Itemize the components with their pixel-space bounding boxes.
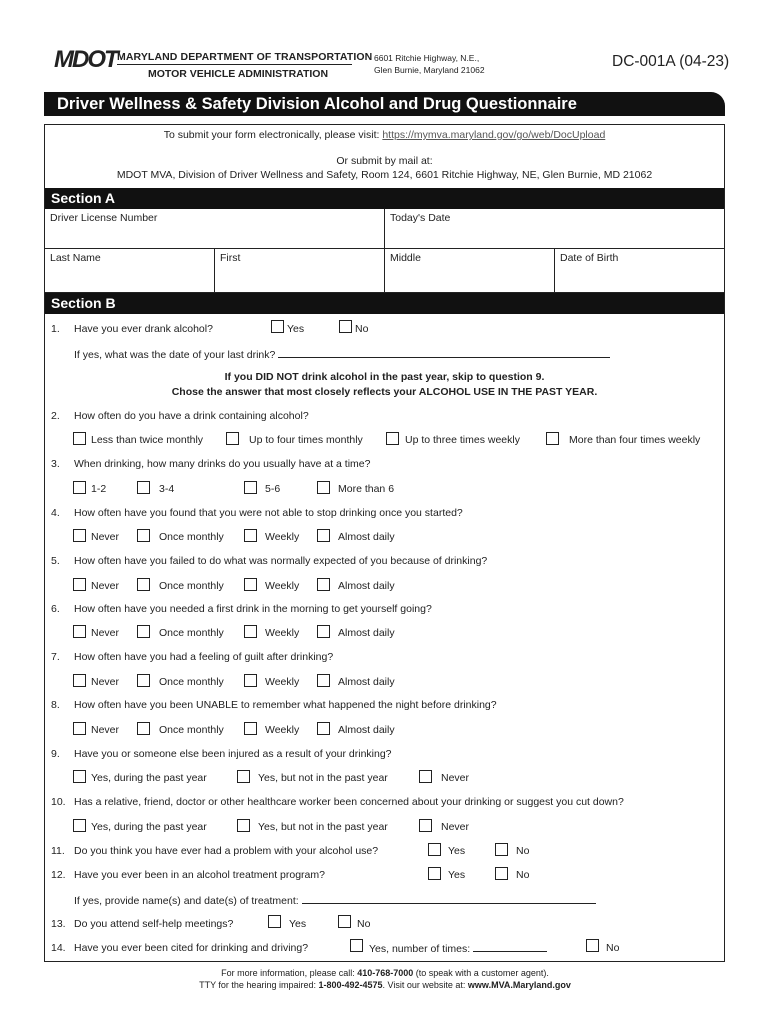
q7-daily-label: Almost daily (338, 676, 395, 688)
q9-opt1-label: Yes, during the past year (91, 772, 207, 784)
q7-daily-checkbox[interactable] (317, 674, 330, 687)
q8-weekly-label: Weekly (265, 724, 300, 736)
q13-yes-checkbox[interactable] (268, 915, 281, 928)
q9-text: Have you or someone else been injured as a result of your drinking? (74, 748, 392, 760)
q7-weekly-checkbox[interactable] (244, 674, 257, 687)
q10-opt1-label: Yes, during the past year (91, 821, 207, 833)
q2-opt4-label: More than four times weekly (569, 434, 701, 446)
q1-text: Have you ever drank alcohol? (74, 323, 213, 335)
q12-followup (74, 894, 596, 907)
q9-opt2-label: Yes, but not in the past year (258, 772, 388, 784)
q8-never-checkbox[interactable] (73, 722, 86, 735)
q1-no-label: No (355, 323, 369, 335)
q10-opt3-label: Never (441, 821, 470, 833)
q12-followup-line[interactable] (302, 894, 596, 904)
middle-name-field[interactable] (385, 249, 555, 293)
q10-opt1-checkbox[interactable] (73, 819, 86, 832)
middle-name-label: Middle (390, 252, 421, 264)
q8-monthly-checkbox[interactable] (137, 722, 150, 735)
first-name-field[interactable] (215, 249, 385, 293)
footer-tty-phone: 1-800-492-4575 (318, 980, 383, 990)
q10-opt3-checkbox[interactable] (419, 819, 432, 832)
q14-no-checkbox[interactable] (586, 939, 599, 952)
q3-opt3-checkbox[interactable] (244, 481, 257, 494)
q2-opt3-checkbox[interactable] (386, 432, 399, 445)
q3-opt2-label: 3-4 (159, 483, 175, 495)
mail-line-1: Or submit by mail at: (336, 155, 433, 167)
q12-number: 12. (51, 869, 66, 881)
q12-no-label: No (516, 869, 530, 881)
q2-number: 2. (51, 410, 60, 422)
q8-monthly-label: Once monthly (159, 724, 224, 736)
q5-number: 5. (51, 555, 60, 567)
q8-never-label: Never (91, 724, 120, 736)
q7-number: 7. (51, 651, 60, 663)
submit-online-line (44, 129, 725, 141)
q1-followup-text: If yes, what was the date of your last drink? (74, 349, 276, 361)
upload-link[interactable]: https://mymva.maryland.gov/go/web/DocUpload (382, 129, 606, 141)
q7-monthly-checkbox[interactable] (137, 674, 150, 687)
q4-monthly-label: Once monthly (159, 531, 224, 543)
q4-monthly-checkbox[interactable] (137, 529, 150, 542)
q6-weekly-checkbox[interactable] (244, 625, 257, 638)
q3-opt4-checkbox[interactable] (317, 481, 330, 494)
q5-daily-label: Almost daily (338, 580, 395, 592)
q4-daily-label: Almost daily (338, 531, 395, 543)
last-name-field[interactable] (45, 249, 215, 293)
q6-never-label: Never (91, 627, 120, 639)
q4-number: 4. (51, 507, 60, 519)
q9-number: 9. (51, 748, 60, 760)
q11-no-label: No (516, 845, 530, 857)
footer-line-1 (0, 968, 770, 978)
q11-yes-checkbox[interactable] (428, 843, 441, 856)
q10-number: 10. (51, 796, 66, 808)
q13-no-checkbox[interactable] (338, 915, 351, 928)
footer-phone: 410-768-7000 (357, 968, 414, 978)
date-label: Today's Date (390, 212, 451, 224)
q3-opt4-label: More than 6 (338, 483, 395, 495)
header-address (374, 52, 485, 76)
q8-daily-checkbox[interactable] (317, 722, 330, 735)
q4-never-checkbox[interactable] (73, 529, 86, 542)
q2-opt4-checkbox[interactable] (546, 432, 559, 445)
q4-weekly-checkbox[interactable] (244, 529, 257, 542)
q5-daily-checkbox[interactable] (317, 578, 330, 591)
q5-never-label: Never (91, 580, 120, 592)
first-name-label: First (220, 252, 241, 264)
department-name: MARYLAND DEPARTMENT OF TRANSPORTATION (117, 51, 373, 63)
q12-yes-checkbox[interactable] (428, 867, 441, 880)
q9-opt3-checkbox[interactable] (419, 770, 432, 783)
q6-weekly-label: Weekly (265, 627, 300, 639)
dob-field[interactable] (555, 249, 724, 293)
q9-opt3-label: Never (441, 772, 470, 784)
q11-yes-label: Yes (448, 845, 466, 857)
q6-text: How often have you needed a first drink in the morning to get yourself going? (74, 603, 432, 615)
q10-opt2-checkbox[interactable] (237, 819, 250, 832)
address-line-2: Glen Burnie, Maryland 21062 (374, 65, 485, 75)
q3-opt1-checkbox[interactable] (73, 481, 86, 494)
q9-opt2-checkbox[interactable] (237, 770, 250, 783)
q1-followup-line[interactable] (278, 348, 610, 358)
q2-opt2-checkbox[interactable] (226, 432, 239, 445)
last-name-label: Last Name (50, 252, 101, 264)
footer-line-2 (0, 980, 770, 990)
q12-no-checkbox[interactable] (495, 867, 508, 880)
footer-tty-prefix: TTY for the hearing impaired: (199, 980, 319, 990)
q14-yes-label (369, 942, 547, 955)
header-divider (117, 64, 352, 65)
license-field[interactable] (45, 209, 385, 249)
q2-opt2-label: Up to four times monthly (249, 434, 363, 446)
q1-number: 1. (51, 323, 60, 335)
skip-note-2: Chose the answer that most closely reflects your ALCOHOL USE IN THE PAST YEAR. (171, 386, 598, 398)
q13-no-label: No (357, 918, 371, 930)
q14-yes-checkbox[interactable] (350, 939, 363, 952)
q13-number: 13. (51, 918, 66, 930)
q14-text: Have you ever been cited for drinking and driving? (74, 942, 309, 954)
q1-yes-checkbox[interactable] (271, 320, 284, 333)
q10-text: Has a relative, friend, doctor or other healthcare worker been concerned about your drinking or suggest you cut down? (74, 796, 624, 808)
q10-opt2-label: Yes, but not in the past year (258, 821, 388, 833)
q3-opt2-checkbox[interactable] (137, 481, 150, 494)
form-title: Driver Wellness & Safety Division Alcohol and Drug Questionnaire (44, 92, 725, 116)
q12-yes-label: Yes (448, 869, 466, 881)
mdot-logo: MDOT (54, 46, 117, 73)
footer-tty-mid: . Visit our website at: (382, 980, 468, 990)
q2-opt3-label: Up to three times weekly (405, 434, 520, 446)
form-number: DC-001A (04-23) (612, 53, 730, 70)
q12-text: Have you ever been in an alcohol treatment program? (74, 869, 325, 881)
q1-yes-label: Yes (287, 323, 305, 335)
q8-text: How often have you been UNABLE to remember what happened the night before drinking? (74, 699, 497, 711)
q5-never-checkbox[interactable] (73, 578, 86, 591)
q3-opt3-label: 5-6 (265, 483, 281, 495)
q6-monthly-checkbox[interactable] (137, 625, 150, 638)
dob-label: Date of Birth (560, 252, 619, 264)
q1-followup (74, 348, 610, 361)
section-a-header: Section A (45, 188, 724, 209)
footer-website-link[interactable]: www.MVA.Maryland.gov (467, 980, 571, 990)
mail-line-2: MDOT MVA, Division of Driver Wellness and Safety, Room 124, 6601 Ritchie Highway, NE, Glen Burnie, MD 21062 (116, 169, 653, 181)
q3-number: 3. (51, 458, 60, 470)
q12-followup-text: If yes, provide name(s) and date(s) of treatment: (74, 895, 299, 907)
q4-weekly-label: Weekly (265, 531, 300, 543)
q5-weekly-label: Weekly (265, 580, 300, 592)
administration-name: MOTOR VEHICLE ADMINISTRATION (148, 68, 329, 80)
q5-text: How often have you failed to do what was normally expected of you because of drinking? (74, 555, 488, 567)
q14-number: 14. (51, 942, 66, 954)
footer-call-suffix: (to speak with a customer agent). (413, 968, 549, 978)
q8-weekly-checkbox[interactable] (244, 722, 257, 735)
submit-prefix: To submit your form electronically, please visit: (163, 129, 383, 141)
q14-no-label: No (606, 942, 620, 954)
q6-monthly-label: Once monthly (159, 627, 224, 639)
skip-note-1: If you DID NOT drink alcohol in the past year, skip to question 9. (224, 371, 545, 383)
q11-no-checkbox[interactable] (495, 843, 508, 856)
q6-daily-checkbox[interactable] (317, 625, 330, 638)
q8-daily-label: Almost daily (338, 724, 395, 736)
license-label: Driver License Number (50, 212, 158, 224)
address-line-1: 6601 Ritchie Highway, N.E., (374, 53, 480, 63)
q7-monthly-label: Once monthly (159, 676, 224, 688)
q13-yes-label: Yes (289, 918, 307, 930)
q14-yes-text: Yes, number of times: (369, 943, 471, 955)
q2-opt1-checkbox[interactable] (73, 432, 86, 445)
q1-no-checkbox[interactable] (339, 320, 352, 333)
q2-text: How often do you have a drink containing alcohol? (74, 410, 309, 422)
q6-never-checkbox[interactable] (73, 625, 86, 638)
q5-monthly-label: Once monthly (159, 580, 224, 592)
q13-text: Do you attend self-help meetings? (74, 918, 234, 930)
q3-text: When drinking, how many drinks do you usually have at a time? (74, 458, 371, 470)
q7-never-checkbox[interactable] (73, 674, 86, 687)
q7-weekly-label: Weekly (265, 676, 300, 688)
q3-opt1-label: 1-2 (91, 483, 107, 495)
section-b-header: Section B (45, 293, 724, 314)
q7-text: How often have you had a feeling of guilt after drinking? (74, 651, 334, 663)
q4-daily-checkbox[interactable] (317, 529, 330, 542)
q4-text: How often have you found that you were not able to stop drinking once you started? (74, 507, 463, 519)
q4-never-label: Never (91, 531, 120, 543)
q5-weekly-checkbox[interactable] (244, 578, 257, 591)
q11-text: Do you think you have ever had a problem with your alcohol use? (74, 845, 379, 857)
q9-opt1-checkbox[interactable] (73, 770, 86, 783)
q11-number: 11. (51, 845, 65, 857)
q14-count-line[interactable] (473, 942, 547, 952)
q8-number: 8. (51, 699, 60, 711)
q6-daily-label: Almost daily (338, 627, 395, 639)
q6-number: 6. (51, 603, 60, 615)
q5-monthly-checkbox[interactable] (137, 578, 150, 591)
date-field[interactable] (385, 209, 724, 249)
footer-call-prefix: For more information, please call: (221, 968, 358, 978)
q7-never-label: Never (91, 676, 120, 688)
q2-opt1-label: Less than twice monthly (91, 434, 204, 446)
